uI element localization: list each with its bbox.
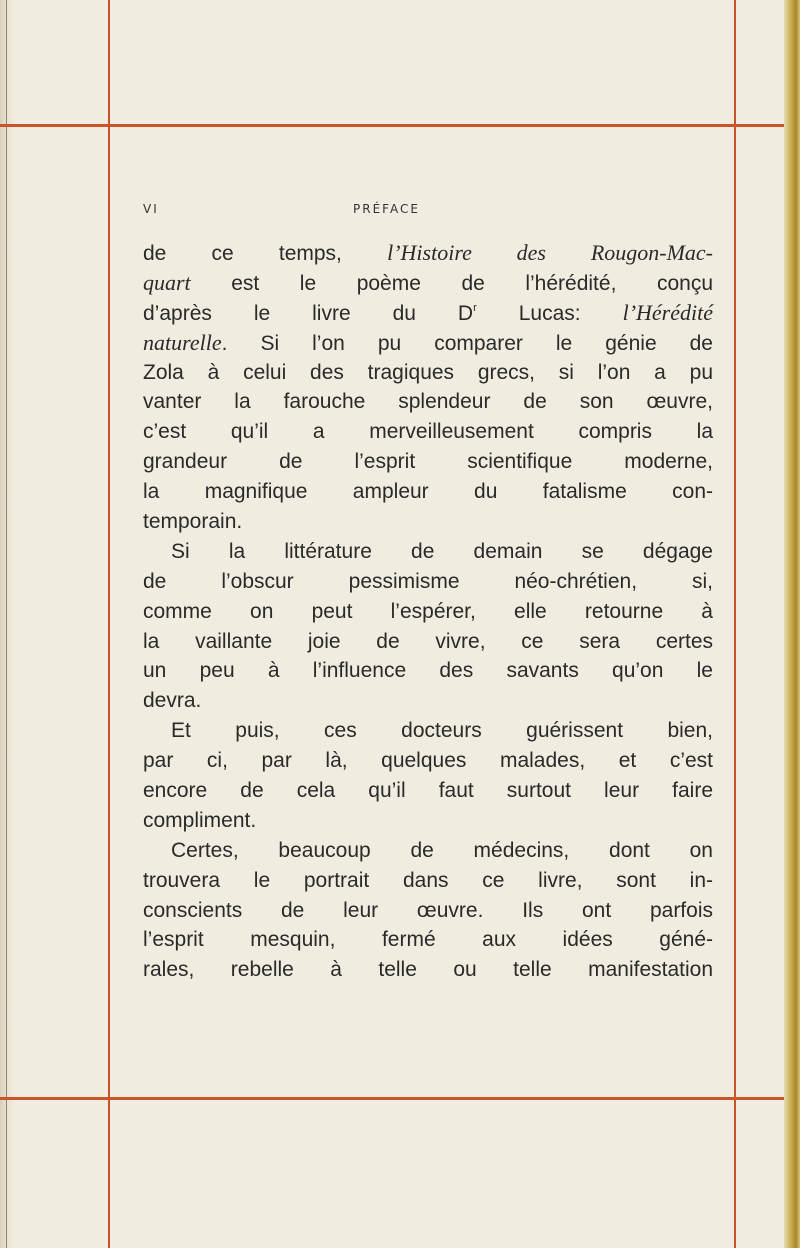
superscript: r	[473, 301, 477, 314]
page-gutter	[0, 0, 14, 1248]
text-line	[143, 507, 713, 537]
text-line	[143, 447, 713, 477]
text-line	[143, 597, 713, 627]
text-line	[143, 806, 713, 836]
text-line	[143, 567, 713, 597]
paragraph	[143, 716, 713, 836]
text-run: Et puis, ces docteurs guérissent bien,	[171, 719, 713, 743]
text-line	[143, 358, 713, 388]
frame-rule-top	[0, 124, 784, 127]
paragraph	[143, 537, 713, 716]
italic-text: Hérédité	[636, 299, 713, 325]
text-run: devra.	[143, 689, 202, 713]
frame-rule-bottom	[0, 1097, 784, 1100]
text-line	[143, 268, 713, 298]
page-number: VI	[143, 202, 159, 216]
text-run: de l’obscur pessimisme néo-chrétien, si,	[143, 569, 713, 593]
text-line	[143, 866, 713, 896]
text-line	[143, 925, 713, 955]
italic-text: Histoire des Rougon-Mac-	[400, 240, 714, 265]
text-line	[143, 686, 713, 716]
text-run: Si la littérature de demain se dégage	[171, 539, 713, 563]
text-run: vanter la farouche splendeur de son œuvre,	[143, 390, 713, 414]
text-line	[143, 627, 713, 657]
text-run: la magnifique ampleur du fatalisme con-	[143, 480, 713, 504]
text-line	[143, 298, 713, 328]
body-text	[143, 238, 713, 985]
text-line	[143, 896, 713, 926]
text-line	[143, 955, 713, 985]
text-run: trouvera le portrait dans ce livre, sont in-	[143, 868, 713, 892]
text-line	[143, 328, 713, 358]
text-line	[143, 537, 713, 567]
text-run: grandeur de l’esprit scientifique moderne,	[143, 450, 713, 474]
text-line	[143, 776, 713, 806]
frame-rule-left	[108, 0, 110, 1248]
gilt-edge	[784, 0, 800, 1248]
text-line	[143, 716, 713, 746]
text-line	[143, 387, 713, 417]
running-head	[143, 202, 713, 222]
text-run: l’esprit mesquin, fermé aux idées géné-	[143, 928, 713, 952]
text-run: conscients de leur œuvre. Ils ont parfois	[143, 898, 713, 922]
text-run: de ce temps,	[143, 242, 388, 265]
running-title: PRÉFACE	[353, 202, 420, 216]
text-line	[143, 656, 713, 686]
text-run: un peu à l’influence des savants qu’on le	[143, 659, 713, 683]
text-run: compliment.	[143, 808, 257, 832]
text-run: Zola à celui des tragiques grecs, si l’on a pu	[143, 360, 713, 384]
italic-text: l’	[387, 240, 401, 265]
text-run: . Si l’on pu comparer le génie de	[221, 331, 713, 355]
text-line	[143, 746, 713, 776]
text-line	[143, 417, 713, 447]
italic-text: naturelle	[143, 329, 222, 355]
text-line	[143, 836, 713, 866]
gutter-line	[6, 0, 7, 1248]
text-run: temporain.	[143, 510, 243, 534]
paragraph	[143, 836, 713, 985]
text-run: la vaillante joie de vivre, ce sera certes	[143, 629, 713, 653]
text-run: comme on peut l’espérer, elle retourne à	[143, 599, 713, 623]
text-run: par ci, par là, quelques malades, et c’est	[143, 749, 713, 773]
italic-text: quart	[143, 269, 191, 295]
paragraph	[143, 238, 713, 537]
text-line	[143, 238, 713, 268]
text-run: est le poème de l’hérédité, conçu	[190, 271, 713, 295]
text-run: c’est qu’il a merveilleusement compris la	[143, 420, 713, 444]
italic-text: l’	[622, 299, 637, 325]
text-run: d’après le livre du D	[143, 301, 474, 325]
frame-rule-right	[734, 0, 736, 1248]
text-run: Certes, beaucoup de médecins, dont on	[171, 838, 713, 862]
text-line	[143, 477, 713, 507]
text-run: Lucas:	[476, 301, 623, 325]
text-run: rales, rebelle à telle ou telle manifestation	[143, 958, 713, 982]
text-run: encore de cela qu’il faut surtout leur faire	[143, 779, 713, 803]
